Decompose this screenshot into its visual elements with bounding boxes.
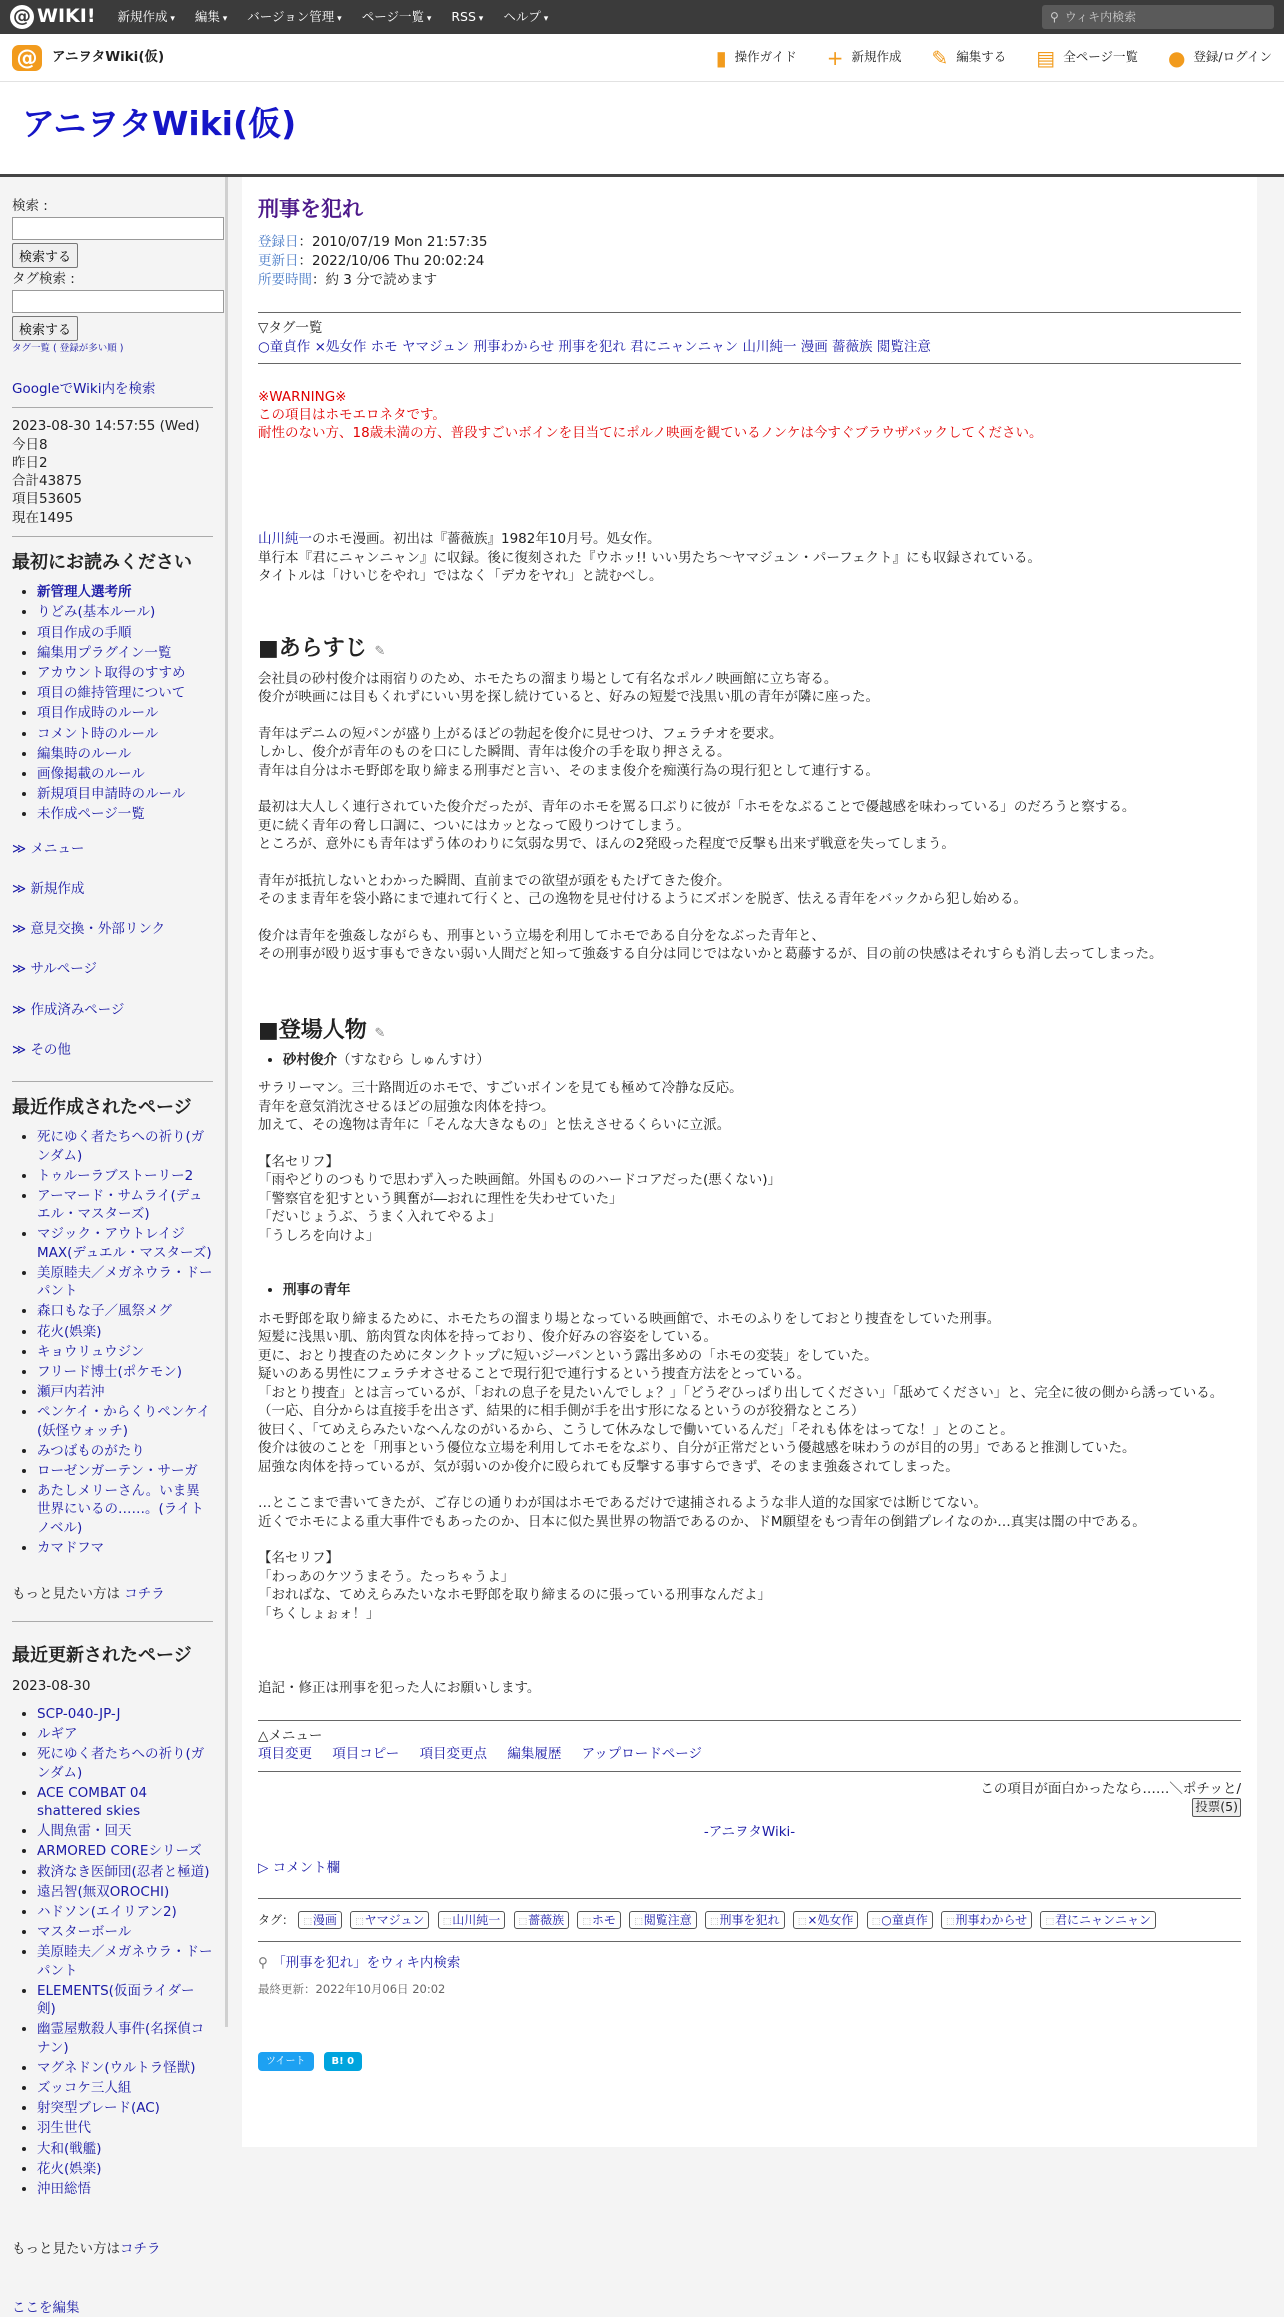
site-title[interactable]: アニヲタWiki(仮) (22, 104, 297, 143)
edit-history-link[interactable]: 編集履歴 (507, 1745, 562, 1762)
sidebar-link[interactable]: ARMORED COREシリーズ (37, 1843, 202, 1860)
sidebar-link[interactable]: カマドフマ (37, 1539, 105, 1556)
nav-created[interactable]: 作成済みページ (30, 1001, 125, 1018)
recent-created-list (12, 1128, 213, 1557)
tag-chip[interactable]: ⬚ ×処女作 (793, 1911, 859, 1929)
menu-help[interactable]: ヘルプ ▾ (503, 9, 548, 26)
sidebar-search-button[interactable]: 検索する (12, 243, 78, 268)
list-item (37, 2160, 213, 2178)
synopsis-paragraph: 会社員の砂村俊介は雨宿りのため、ホモたちの溜まり場として有名なポルノ映画館に立ち寄る。 俊介が映画には目もくれずにいい男を探し続けていると、好みの短髪で浅黒い肌の青年が隣に座った。 (258, 670, 879, 706)
site-sign[interactable]: -アニヲタWiki- (703, 1824, 796, 1841)
list-item (37, 1128, 213, 1164)
list-item (37, 1725, 213, 1743)
sidebar-bottom (0, 2200, 1284, 2316)
wiki-brand-icon: @ (12, 45, 42, 71)
list-item (37, 2079, 213, 2097)
divider (258, 1720, 1241, 1721)
character-note: …とここまで書いてきたが、ご存じの通りわが国はホモであるだけで逮捕されるような非人道的な国家では断じてない。 近くでホモによる重大事件でもあったのか、日本に似た異世界の物語であるのか、ドM願望をもつ青年の倒錯プレイなのか…真実は闇の中である。 (258, 1495, 1146, 1530)
sidebar-link[interactable]: 幽霊屋敷殺人事件(名探偵コナン) (37, 2021, 205, 2056)
page-change-link[interactable]: 項目変更 (258, 1745, 312, 1762)
sidebar-link[interactable]: アーマード・サムライ(デュエル・マスターズ) (37, 1187, 203, 1223)
search-placeholder: ウィキ内検索 (1064, 9, 1137, 24)
sidebar (0, 177, 225, 2200)
edit-section-icon[interactable]: ✎ (374, 1025, 386, 1041)
site-header (0, 82, 1284, 177)
synopsis-paragraph: 俊介は青年を強姦しながらも、刑事という立場を利用してホモである自分をなぶった青年と、 その刑事が殴り返す事もできない弱い人間だと知って強姦する自分は同じではないかと葛藤するが、目の前の快感はそれすらも消し去ってしまった。 (258, 927, 1163, 963)
tag-chip[interactable]: ⬚ ○童貞作 (867, 1911, 933, 1929)
list-item (37, 1883, 213, 1901)
more-updated-link[interactable]: コチラ (120, 2241, 161, 2258)
menu-edit[interactable]: 編集 ▾ (195, 9, 227, 26)
header-actions (715, 45, 1272, 70)
sidebar-search-input[interactable] (12, 217, 224, 240)
menu-rss[interactable]: RSS ▾ (451, 9, 483, 26)
article-meta: 登録日：2010/07/19 Mon 21:57:35 更新日：2022/10/06 Thu 20:02:24 所要時間：約 3 分で読めます (258, 234, 488, 289)
list-item (37, 1167, 213, 1185)
menu-version[interactable]: バージョン管理 ▾ (247, 9, 341, 26)
sidebar-link[interactable]: 大和(戦艦) (37, 2140, 102, 2157)
sidebar-link[interactable]: アカウント取得のすすめ (37, 664, 186, 681)
more-updated: もっと見たい方はコチラ (12, 2241, 161, 2258)
character-list (258, 1281, 1241, 1299)
list-item (37, 704, 213, 722)
sidebar-link[interactable]: コメント時のルール (37, 725, 159, 742)
tag-chip[interactable]: ⬚ 薔薇族 (514, 1911, 570, 1929)
vote-area (258, 1780, 1241, 1817)
nav-new[interactable]: 新規作成 (30, 880, 85, 897)
list-item (37, 1482, 213, 1537)
list-item (37, 1863, 213, 1881)
sidebar-link[interactable]: ルギア (37, 1726, 78, 1743)
character-list (258, 1051, 1241, 1069)
divider (258, 1898, 1241, 1899)
menu-pages[interactable]: ページ一覧 ▾ (362, 9, 432, 26)
wiki-logo[interactable]: @ WIKI! (10, 4, 95, 30)
intro: 山川純一のホモ漫画。初出は『薔薇族』1982年10月号。処女作。 単行本『君にニャンニャン』に収録。後に復刻された『ウホッ!! いい男たち〜ヤマジュン・パーフェクト』にも収録されている。 タイトルは「けいじをやれ」ではなく「デカをヤれ」と読むべし。 (258, 531, 1041, 585)
list-item (37, 1225, 213, 1261)
sidebar-link[interactable]: あたしメリーさん。いま異世界にいるの……。(ライトノベル) (37, 1483, 204, 1536)
tag-chip[interactable]: ⬚ 閲覧注意 (629, 1911, 697, 1929)
list-item (37, 1302, 213, 1320)
list-item (37, 1383, 213, 1401)
list-item (37, 1323, 213, 1341)
divider (12, 1081, 213, 1082)
sidebar-link[interactable]: 死にゆく者たちへの祈り(ガンダム) (37, 1129, 205, 1164)
stat-total: 合計43875 (12, 473, 82, 490)
page-menu-links (258, 1745, 1241, 1763)
sidebar-link[interactable]: 未作成ページ一覧 (37, 806, 145, 823)
stat-today: 今日8 (12, 436, 48, 453)
sidebar-link[interactable]: ローゼンガーテン・サーガ (37, 1463, 198, 1480)
more-created: もっと見たい方は コチラ (12, 1586, 165, 1603)
sidebar-link[interactable]: 沖田総悟 (37, 2181, 91, 2198)
sidebar-link[interactable]: 遠呂智(無双OROCHI) (37, 1883, 170, 1900)
closing-note: 追記・修正は刑事を犯った人にお願いします。 (258, 1680, 541, 1697)
recent-updated-list (12, 1705, 213, 2198)
tag-list-toggle[interactable]: ▽タグ一覧 (258, 320, 323, 337)
sidebar-link[interactable]: 射突型ブレード(AC) (37, 2100, 160, 2117)
vote-button[interactable]: 投票(5) (1192, 1798, 1241, 1817)
tags-label: タグ： (258, 1912, 295, 1927)
sidebar-link[interactable]: 花火(娯楽) (37, 1323, 102, 1340)
list-item (37, 2180, 213, 2198)
sidebar-link[interactable]: 画像掲載のルール (37, 766, 145, 783)
list-item (37, 1943, 213, 1979)
pencil-icon: ✎ (931, 45, 949, 70)
list-item (37, 684, 213, 702)
nav-links[interactable]: 意見交換・外部リンク (30, 921, 166, 938)
document-icon: ▤ (1036, 45, 1056, 70)
tag-chip[interactable]: ⬚ 山川純一 (438, 1911, 506, 1929)
sidebar-link[interactable]: 項目作成時のルール (37, 705, 159, 722)
divider (258, 1771, 1241, 1772)
list-item (37, 745, 213, 763)
sidebar-divider (225, 177, 228, 2027)
divider (258, 312, 1241, 313)
character-name: • 刑事の青年 (283, 1281, 1241, 1299)
hatena-bookmark-button[interactable]: B! 0 (324, 2052, 363, 2071)
menu-new[interactable]: 新規作成 ▾ (117, 9, 174, 26)
character-name: • 砂村俊介（すなむら しゅんすけ） (283, 1051, 1241, 1069)
sidebar-link[interactable]: 編集用プラグイン一覧 (37, 644, 172, 661)
list-item (37, 1705, 213, 1723)
list-item (37, 2059, 213, 2077)
tag-search-label: タグ検索 : (12, 271, 75, 288)
share-buttons (258, 2052, 1241, 2071)
stat-datetime: 2023-08-30 14:57:55 (Wed) (12, 418, 200, 435)
edit-section-icon[interactable]: ✎ (374, 643, 386, 659)
tag-search-input[interactable] (12, 290, 224, 313)
sidebar-link[interactable]: マグネドン(ウルトラ怪獣) (37, 2059, 196, 2076)
sidebar-link[interactable]: みつばものがたり (37, 1442, 145, 1459)
list-item (37, 1923, 213, 1941)
sidebar-link[interactable]: ハドソン(エイリアン2) (37, 1904, 177, 1921)
list-item (37, 1903, 213, 1921)
author-link[interactable]: 山川純一 (258, 531, 312, 548)
page-diff-link[interactable]: 項目変更点 (419, 1745, 488, 1762)
list-item (37, 2020, 213, 2056)
character-desc: ホモ野郎を取り締まるために、ホモたちの溜まり場となっている映画館で、ホモのふりをしておとり捜査をしていた刑事。 短髪に浅黒い肌、筋肉質な肉体を持っており、俊介好みの容姿をしている。 更に、おとり捜査のためにタンクトップに短いジーパンという露出多めの「ホモの変装」をしていた。 疑いのある男性にフェラチオさせることで現行犯で連行するという捜査方法をとっている。 「おとり捜査」とは言っているが、「おれの息子を見たいんでしょ？」「どうぞひっぱり出してください」「舐めてください」と、完全に彼の側から誘っている。 （一応、自分からは直接手を出さず、結果的に相手側が手を出す形になるというのが狡猾なところ） 彼曰く、「てめえらみたいなへんなのがいるから、こうして休みなしで働いているんだ」「それも体をはってな！」とのこと。 俊介は彼のことを「刑事という優位な立場を利用してホモをなぶり、自分が正常だという優越感を味わうのが目的の男」であると推測していた。 屈強な肉体を持っているが、気が弱いのか俊介に殴られても反撃する事すらできず、そのまま強姦されてしまった。 (258, 1310, 1224, 1475)
recent-updated-date: 2023-08-30 (12, 1677, 91, 1694)
search-icon: ⚲ (1050, 9, 1059, 24)
search-label: 検索 : (12, 198, 48, 214)
wiki-search-link[interactable]: ⚲ 「刑事を犯れ」をウィキ内検索 (258, 1954, 461, 1971)
list-item (37, 765, 213, 783)
sidebar-link[interactable]: 項目作成の手順 (37, 624, 132, 641)
sidebar-link[interactable]: 項目の維持管理について (37, 685, 186, 702)
tag-chip[interactable]: ⬚ 漫画 (298, 1911, 342, 1929)
sidebar-link[interactable]: 瀬戸内若沖 (37, 1384, 105, 1401)
list-item (37, 583, 213, 601)
list-item (37, 603, 213, 621)
list-item (37, 1842, 213, 1860)
sidebar-link[interactable]: 花火(娯楽) (37, 2160, 102, 2177)
page-copy-link[interactable]: 項目コピー (332, 1745, 400, 1762)
list-item (37, 664, 213, 682)
plus-icon: + (826, 45, 844, 70)
login-button[interactable]: ● 登録/ログイン (1167, 45, 1272, 70)
stat-items: 項目53605 (12, 491, 82, 508)
first-read-heading: 最初にお読みください (12, 551, 192, 573)
menu-toggle[interactable]: △メニュー (258, 1727, 323, 1744)
sidebar-link[interactable]: ELEMENTS(仮面ライダー剣) (37, 1982, 195, 2018)
wiki-search-box[interactable] (1042, 5, 1274, 29)
edit-sidebar-link[interactable]: ここを編集 (12, 2299, 80, 2316)
sidebar-link[interactable]: ズッコケ三人組 (37, 2080, 132, 2097)
sidebar-link[interactable]: ACE COMBAT 04 shattered skies (37, 1784, 148, 1819)
new-page-button[interactable]: + 新規作成 (826, 45, 902, 70)
guide-button[interactable]: ▮ 操作ガイド (715, 45, 797, 70)
character-quotes: 【名セリフ】 「雨やどりのつもりで思わず入った映画館。外国もののハードコアだった(悪くない)」 「警察官を犯すという興奮が―おれに理性を失わせていた」 「だいじょうぶ、うまく入れてやるよ」 「うしろを向けよ」 (258, 1153, 781, 1244)
nav-salpage[interactable]: サルページ (30, 961, 97, 978)
sidebar-link[interactable]: マスターボール (37, 1924, 132, 1941)
top-menu (117, 9, 548, 26)
stat-yesterday: 昨日2 (12, 454, 48, 471)
sidebar-link[interactable]: フリード博士(ポケモン) (37, 1363, 182, 1380)
sidebar-link[interactable]: 美原睦夫／メガネウラ・ドーパント (37, 1264, 213, 1300)
list-item (37, 785, 213, 803)
top-navbar (0, 0, 1284, 34)
list-item (37, 2099, 213, 2117)
list-item (37, 1363, 213, 1381)
list-item (37, 1982, 213, 2018)
vote-prompt: この項目が面白かったなら……＼ポチッと/ (980, 1781, 1241, 1798)
sidebar-link[interactable]: 新管理人選考所 (37, 584, 132, 601)
list-item (37, 1442, 213, 1460)
list-item (37, 1264, 213, 1300)
sidebar-link[interactable]: 救済なき医師団(忍者と極道) (37, 1863, 210, 1880)
all-pages-button[interactable]: ▤ 全ページ一覧 (1036, 45, 1138, 70)
stat-online: 現在1495 (12, 509, 74, 526)
tag-search-button[interactable]: 検索する (12, 316, 78, 341)
tag-chip[interactable]: ⬚ 刑事を犯れ (705, 1911, 785, 1929)
last-updated: 最終更新：2022年10月06日 20:02 (258, 1982, 446, 1997)
divider (12, 1621, 213, 1622)
user-add-icon: ● (1167, 45, 1186, 70)
sidebar-link[interactable]: SCP-040-JP-J (37, 1705, 121, 1722)
sidebar-link[interactable]: 新規項目申請時のルール (37, 786, 186, 803)
list-item (37, 1784, 213, 1820)
list-item (37, 1187, 213, 1223)
sidebar-link[interactable]: ペンケイ・からくりペンケイ(妖怪ウォッチ) (37, 1404, 211, 1439)
page-title: 刑事を犯れ (258, 197, 363, 221)
list-item (37, 624, 213, 642)
divider (12, 407, 213, 408)
book-icon: ▮ (715, 45, 727, 70)
list-item (37, 1403, 213, 1439)
warning-box: ※WARNING※ この項目はホモエロネタです。 耐性のない方、18歳未満の方、普段すごいボインを目当てにポルノ映画を観ているノンケは今すぐブラウザバックしてください。 (258, 389, 1043, 442)
synopsis-paragraph: 青年はデニムの短パンが盛り上がるほどの勃起を俊介に見せつけ、フェラチオを要求。 しかし、俊介が青年のものを口にした瞬間、青年は俊介の手を取り押さえる。 青年は自分はホモ野郎を取り締まる刑事だと言い、そのまま俊介を痴漢行為の現行犯として連行する。 (258, 725, 879, 779)
character-quotes: 【名セリフ】 「わっあのケツうまそう。たっちゃうよ」 「おればな、てめえらみたいなホモ野郎を取り締まるのに張っている刑事なんだよ」 「ちくしょぉォ！」 (258, 1550, 771, 1622)
tag-chip[interactable]: ⬚ ホモ (577, 1911, 621, 1929)
google-search-link[interactable]: GoogleでWiki内を検索 (12, 381, 156, 398)
recent-created-heading: 最近作成されたページ (12, 1097, 192, 1119)
list-item (37, 1462, 213, 1480)
upload-page-link[interactable]: アップロードページ (581, 1745, 702, 1762)
recent-updated-heading: 最近更新されたページ (12, 1645, 192, 1667)
sidebar-link[interactable]: 死にゆく者たちへの祈り(ガンダム) (37, 1746, 205, 1781)
tag-chip[interactable]: ⬚ ヤマジュン (350, 1911, 429, 1929)
characters-heading: ■登場人物 ✎ (258, 1017, 386, 1043)
list-item (37, 1539, 213, 1557)
tag-chip[interactable]: ⬚ 刑事わからせ (941, 1911, 1032, 1929)
tag-chip[interactable]: ⬚ 君にニャンニャン (1040, 1911, 1156, 1929)
list-item (37, 2140, 213, 2158)
list-item (37, 644, 213, 662)
sidebar-link[interactable]: キョウリュウジン (37, 1343, 145, 1360)
sidebar-link[interactable]: りどみ(基本ルール) (37, 604, 156, 621)
divider (258, 1941, 1241, 1942)
list-item (37, 725, 213, 743)
tag-list[interactable]: ○童貞作 ×処女作 ホモ ヤマジュン 刑事わからせ 刑事を犯れ 君にニャンニャン 山川純一 漫画 薔薇族 閲覧注意 (258, 339, 931, 356)
tag-row (258, 1911, 1241, 1929)
sidebar-link[interactable]: 人間魚雷・回天 (37, 1823, 132, 1840)
site-brand[interactable]: @ アニヲタWiki(仮) (12, 45, 164, 71)
character-desc: サラリーマン。三十路間近のホモで、すごいボインを見ても極めて冷静な反応。 青年を意気消沈させるほどの屈強な肉体を持つ。 加えて、その逸物は青年に「そんな大きなもの」と怯えさせるくらいに立派。 (258, 1080, 743, 1134)
divider (258, 363, 1241, 364)
list-item (37, 2119, 213, 2137)
edit-button[interactable]: ✎ 編集する (931, 45, 1007, 70)
search-icon: ⚲ (258, 1954, 268, 1971)
first-read-list (12, 583, 213, 824)
synopsis-paragraph: 青年が抵抗しないとわかった瞬間、直前までの欲望が頭をもたげてきた俊介。 そのまま青年を袋小路にまで連れて行くと、己の逸物を見せ付けるようにズボンを脱ぎ、怯える青年をバックから犯し始める。 (258, 872, 1027, 908)
sidebar-link[interactable]: 編集時のルール (37, 745, 132, 762)
divider (12, 536, 213, 537)
comment-toggle[interactable]: ▷ コメント欄 (258, 1860, 341, 1877)
sidebar-link[interactable]: 羽生世代 (37, 2120, 91, 2137)
access-stats (12, 417, 213, 526)
sidebar-link[interactable]: 森口もな子／風祭メグ (37, 1303, 172, 1320)
article-main (242, 177, 1257, 2147)
more-created-link[interactable]: コチラ (124, 1586, 165, 1603)
list-item (37, 1745, 213, 1781)
list-item (37, 1822, 213, 1840)
synopsis-heading: ■あらすじ ✎ (258, 635, 386, 661)
sidebar-link[interactable]: トゥルーラブストーリー2 (37, 1167, 194, 1184)
tag-list-link[interactable]: タグ一覧 ( 登録が多い順 ) (12, 343, 124, 355)
at-logo-icon: @ (10, 5, 34, 29)
sidebar-link[interactable]: マジック・アウトレイジMAX(デュエル・マスターズ) (37, 1226, 212, 1261)
tweet-button[interactable]: ツイート (258, 2052, 314, 2071)
synopsis-paragraph: 最初は大人しく連行されていた俊介だったが、青年のホモを罵る口ぶりに彼が「ホモをなぶることで優越感を味わっている」のだろうと察する。 更に続く青年の脅し口調に、ついにはカッとなって殴りつけてしまう。 ところが、意外にも青年はずう体のわりに気弱な男で、ほんの2発殴った程度で反撃も出来ず戦意を失ってしまう。 (258, 799, 1136, 853)
nav-other[interactable]: その他 (30, 1041, 71, 1058)
list-item (37, 805, 213, 823)
nav-menu[interactable]: メニュー (30, 840, 85, 857)
list-item (37, 1343, 213, 1361)
sidebar-link[interactable]: 美原睦夫／メガネウラ・ドーパント (37, 1944, 213, 1979)
sub-header (0, 34, 1284, 82)
